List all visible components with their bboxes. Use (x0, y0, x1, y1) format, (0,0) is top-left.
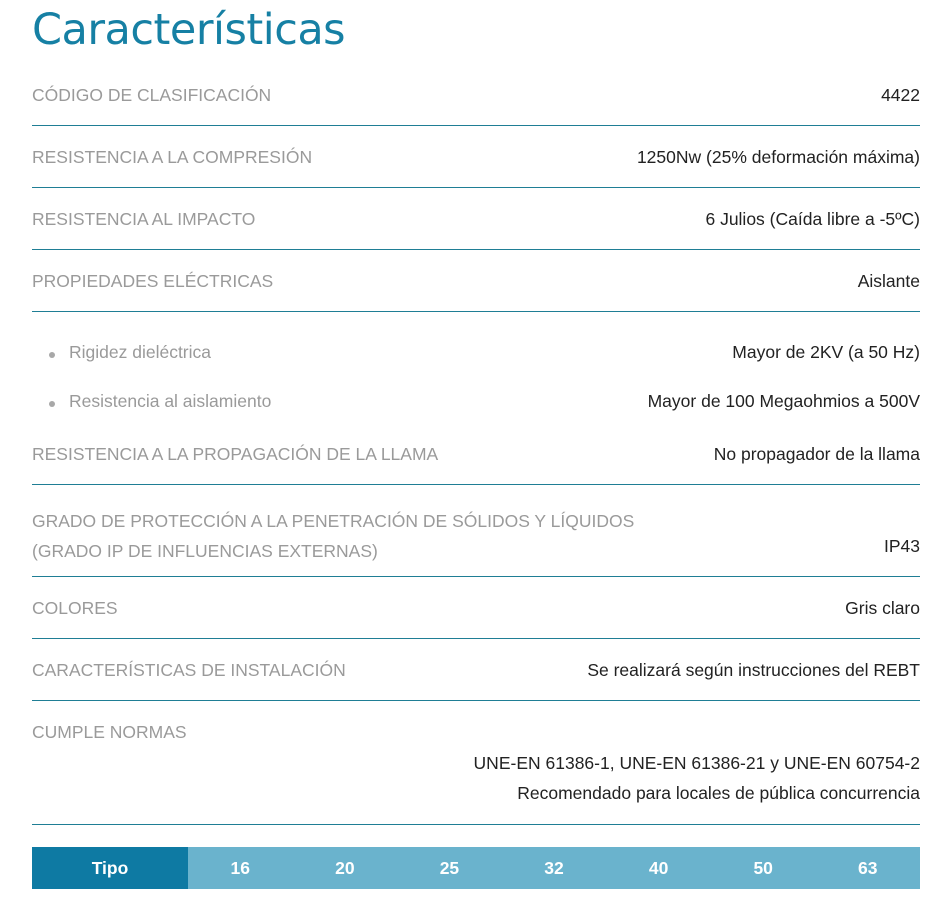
spec-label: PROPIEDADES ELÉCTRICAS (32, 271, 274, 291)
spec-label (32, 506, 672, 566)
spec-row-impact (32, 188, 920, 250)
spec-subvalue: Mayor de 100 Megaohmios a 500V (647, 391, 920, 411)
tipo-option-16[interactable]: 16 (230, 857, 251, 878)
spec-label-line2: (GRADO IP DE INFLUENCIAS EXTERNAS) (32, 541, 378, 561)
spec-label: COLORES (32, 598, 118, 618)
tipo-option-63[interactable]: 63 (858, 857, 878, 878)
specs-table (32, 64, 920, 825)
spec-subrow-dielectric (32, 312, 920, 374)
spec-label: CARACTERÍSTICAS DE INSTALACIÓN (32, 660, 346, 680)
spec-label-line1: GRADO DE PROTECCIÓN A LA PENETRACIÓN DE SÓLIDOS Y LÍQUIDOS (32, 511, 635, 531)
spec-value: Se realizará según instrucciones del REBT (587, 660, 920, 680)
tipo-label: Tipo (32, 847, 188, 889)
bullet-icon (49, 401, 55, 407)
spec-value: No propagador de la llama (713, 444, 920, 464)
bullet-icon (49, 352, 55, 358)
spec-subrow-insulation (32, 374, 920, 423)
spec-row-flame (32, 423, 920, 485)
spec-label: RESISTENCIA AL IMPACTO (32, 209, 256, 229)
spec-value: Gris claro (845, 598, 920, 618)
spec-label: RESISTENCIA A LA PROPAGACIÓN DE LA LLAMA (32, 444, 439, 464)
spec-value-recommendation: Recomendado para locales de pública concurrencia (517, 783, 920, 803)
tipo-option-40[interactable]: 40 (648, 857, 669, 878)
spec-value: 6 Julios (Caída libre a -5ºC) (705, 209, 920, 229)
tipo-option-32[interactable]: 32 (544, 857, 564, 878)
spec-value: 1250Nw (25% deformación máxima) (636, 147, 920, 167)
spec-row-colors (32, 577, 920, 639)
tipo-option-25[interactable]: 25 (439, 857, 460, 878)
tipo-option-20[interactable]: 20 (335, 857, 355, 878)
page-title: Características (32, 5, 346, 55)
spec-value: 4422 (881, 85, 920, 105)
spec-value: IP43 (884, 536, 920, 556)
spec-row-ip (32, 485, 920, 577)
spec-row-norms (32, 701, 920, 825)
spec-sublabel: Rigidez dieléctrica (69, 342, 212, 362)
spec-label: CÓDIGO DE CLASIFICACIÓN (32, 85, 272, 105)
tipo-option-50[interactable]: 50 (753, 857, 773, 878)
spec-subvalue: Mayor de 2KV (a 50 Hz) (732, 342, 920, 362)
spec-sublabel: Resistencia al aislamiento (69, 391, 272, 411)
spec-row-classification (32, 64, 920, 126)
spec-value: Aislante (857, 271, 920, 291)
spec-label: CUMPLE NORMAS (32, 722, 187, 742)
spec-row-compression (32, 126, 920, 188)
spec-label: RESISTENCIA A LA COMPRESIÓN (32, 147, 313, 167)
tipo-selector (32, 847, 920, 889)
spec-row-electrical (32, 250, 920, 312)
spec-row-install (32, 639, 920, 701)
spec-value-norms: UNE-EN 61386-1, UNE-EN 61386-21 y UNE-EN 60754-2 (473, 753, 920, 773)
